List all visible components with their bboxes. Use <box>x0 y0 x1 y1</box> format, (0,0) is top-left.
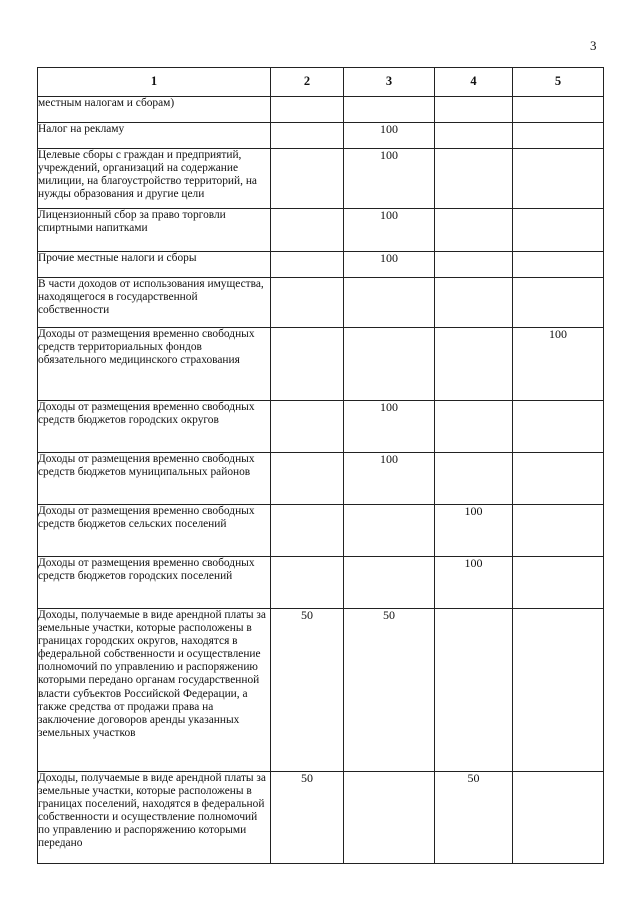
row-value-col4: 100 <box>435 557 513 609</box>
table-row <box>38 772 604 864</box>
row-value-col5 <box>513 123 604 149</box>
table-header <box>38 68 604 97</box>
row-value-col2 <box>271 505 344 557</box>
revenue-allocation-table <box>37 67 604 864</box>
row-value-col2 <box>271 328 344 401</box>
row-value-col3: 100 <box>344 252 435 278</box>
table-row <box>38 557 604 609</box>
row-value-col3: 100 <box>344 123 435 149</box>
row-label: местным налогам и сборам) <box>38 97 271 123</box>
row-value-col4 <box>435 97 513 123</box>
row-label: Доходы от размещения временно свободных средств бюджетов муниципальных районов <box>38 453 271 505</box>
column-header: 5 <box>513 68 604 97</box>
row-value-col2 <box>271 97 344 123</box>
row-value-col2 <box>271 149 344 209</box>
row-value-col4 <box>435 328 513 401</box>
table-body <box>38 97 604 864</box>
row-label: В части доходов от использования имущества, находящегося в государственной собственности <box>38 278 271 328</box>
row-value-col2: 50 <box>271 772 344 864</box>
header-row <box>38 68 604 97</box>
row-value-col3: 100 <box>344 149 435 209</box>
row-label: Доходы от размещения временно свободных средств бюджетов городских округов <box>38 401 271 453</box>
table-row <box>38 453 604 505</box>
row-value-col2 <box>271 252 344 278</box>
table-row <box>38 97 604 123</box>
row-label: Налог на рекламу <box>38 123 271 149</box>
row-value-col5 <box>513 252 604 278</box>
row-value-col4 <box>435 209 513 252</box>
row-value-col5: 100 <box>513 328 604 401</box>
row-label: Целевые сборы с граждан и предприятий, учреждений, организаций на содержание милиции, на благоустройство территорий, на нужды образования и другие цели <box>38 149 271 209</box>
row-value-col2 <box>271 557 344 609</box>
row-value-col3: 100 <box>344 453 435 505</box>
row-label: Доходы от размещения временно свободных средств территориальных фондов обязательного медицинского страхования <box>38 328 271 401</box>
column-header: 4 <box>435 68 513 97</box>
table-row <box>38 609 604 772</box>
row-label: Лицензионный сбор за право торговли спиртными напитками <box>38 209 271 252</box>
row-label: Доходы от размещения временно свободных средств бюджетов городских поселений <box>38 557 271 609</box>
table-row <box>38 209 604 252</box>
row-value-col2 <box>271 209 344 252</box>
row-value-col5 <box>513 453 604 505</box>
row-value-col3 <box>344 278 435 328</box>
table-row <box>38 505 604 557</box>
row-value-col5 <box>513 97 604 123</box>
row-value-col2 <box>271 123 344 149</box>
row-label: Доходы, получаемые в виде арендной платы за земельные участки, которые расположены в границах поселений, находятся в федеральной собственности и осуществление полномочий по управлению и распоряжению которыми передано <box>38 772 271 864</box>
row-label: Доходы, получаемые в виде арендной платы за земельные участки, которые расположены в границах городских округов, находятся в федеральной собственности и осуществление полномочий по управлению и распоряжению которыми передано органам государственной власти субъектов Российской Федерации, а также средства от продажи права на заключение договоров аренды указанных земельных участков <box>38 609 271 772</box>
table-row <box>38 401 604 453</box>
row-value-col4 <box>435 453 513 505</box>
row-value-col5 <box>513 772 604 864</box>
row-value-col2: 50 <box>271 609 344 772</box>
row-value-col4: 100 <box>435 505 513 557</box>
row-value-col5 <box>513 209 604 252</box>
row-value-col3 <box>344 505 435 557</box>
row-value-col3: 50 <box>344 609 435 772</box>
table-row <box>38 278 604 328</box>
column-header: 3 <box>344 68 435 97</box>
row-label: Доходы от размещения временно свободных средств бюджетов сельских поселений <box>38 505 271 557</box>
row-value-col4 <box>435 401 513 453</box>
row-value-col3: 100 <box>344 401 435 453</box>
row-value-col4 <box>435 149 513 209</box>
row-value-col2 <box>271 278 344 328</box>
row-value-col4: 50 <box>435 772 513 864</box>
row-label: Прочие местные налоги и сборы <box>38 252 271 278</box>
page-number: 3 <box>590 38 597 53</box>
table-row <box>38 149 604 209</box>
row-value-col2 <box>271 453 344 505</box>
row-value-col3 <box>344 772 435 864</box>
row-value-col4 <box>435 123 513 149</box>
row-value-col5 <box>513 505 604 557</box>
row-value-col5 <box>513 278 604 328</box>
row-value-col4 <box>435 278 513 328</box>
row-value-col5 <box>513 609 604 772</box>
row-value-col4 <box>435 609 513 772</box>
row-value-col5 <box>513 557 604 609</box>
row-value-col3 <box>344 97 435 123</box>
column-header: 1 <box>38 68 271 97</box>
row-value-col3 <box>344 328 435 401</box>
row-value-col5 <box>513 149 604 209</box>
column-header: 2 <box>271 68 344 97</box>
row-value-col3: 100 <box>344 209 435 252</box>
row-value-col5 <box>513 401 604 453</box>
table-row <box>38 328 604 401</box>
row-value-col2 <box>271 401 344 453</box>
row-value-col3 <box>344 557 435 609</box>
row-value-col4 <box>435 252 513 278</box>
table-row <box>38 123 604 149</box>
table-row <box>38 252 604 278</box>
